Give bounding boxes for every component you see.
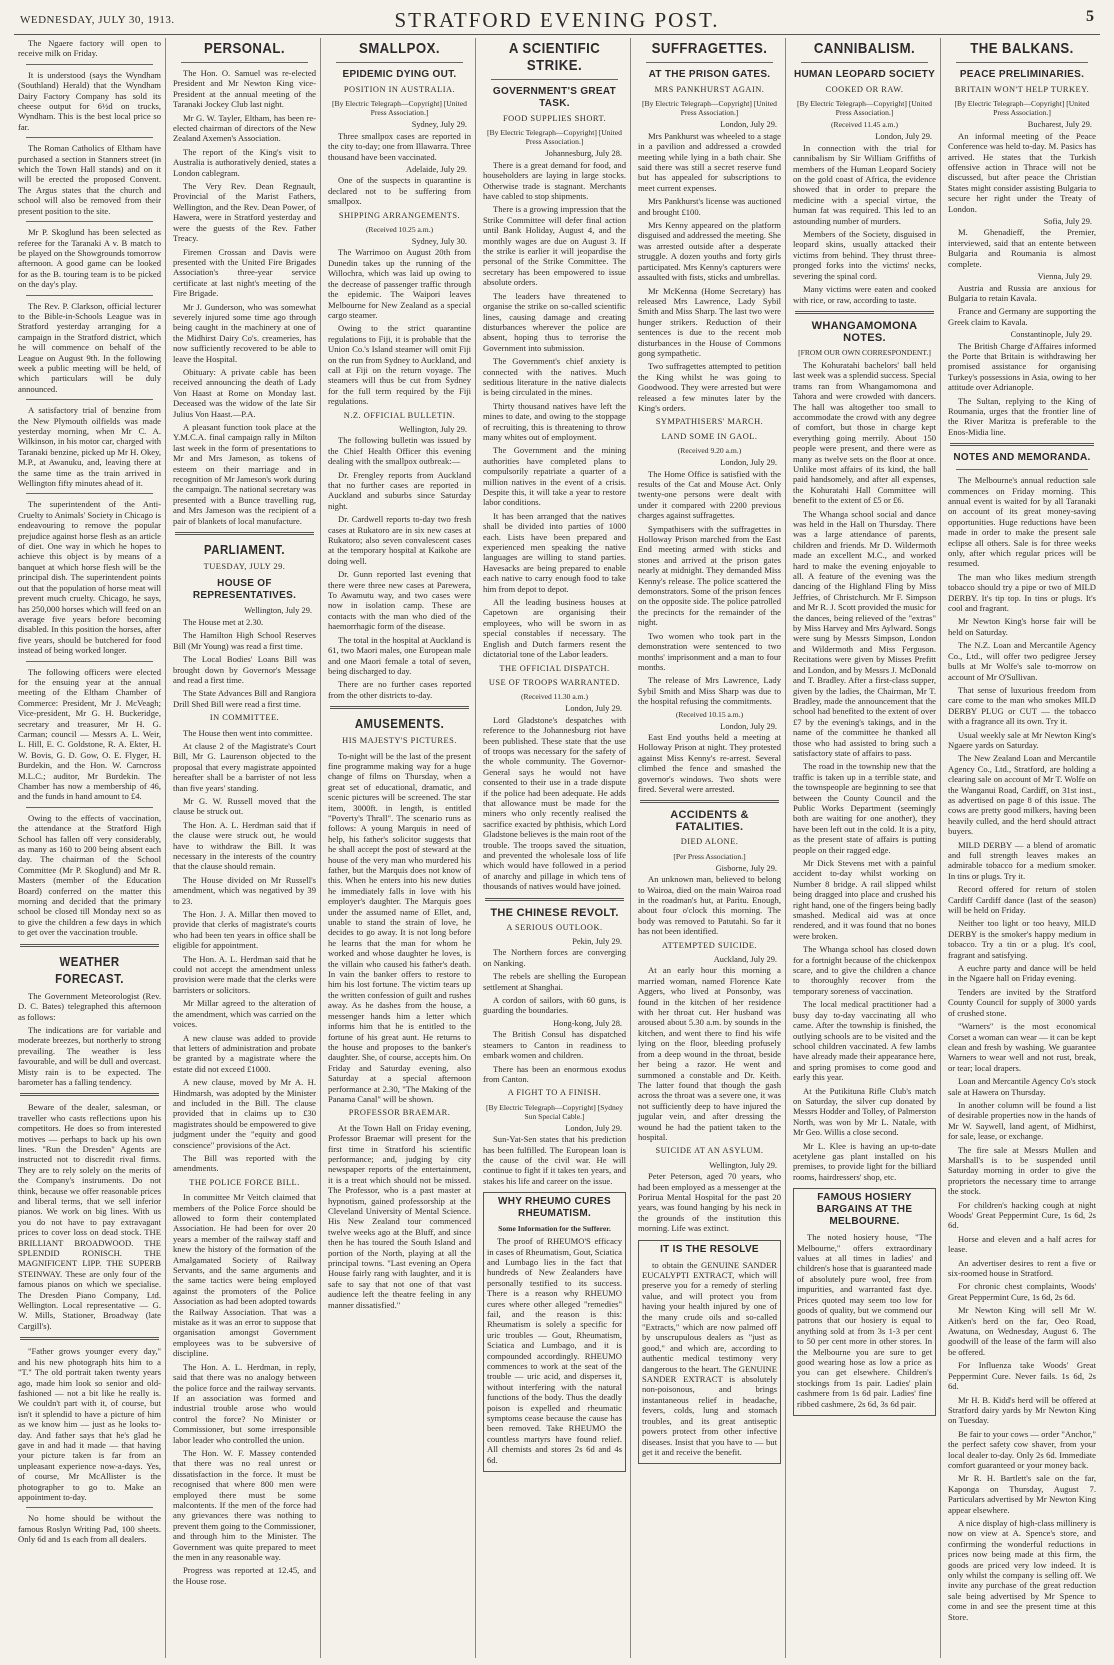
paragraph: Mrs Pankhurst was wheeled to a stage in a pavilion and addressed a crowded meeting while lying in a bath chair. She said there was still a secret reserve fund but has appealed for subscriptions to meet current expenses.: [638, 130, 781, 193]
paragraph: The Hon. A. L. Herdman said that he could not accept the amendment unless provision were made that the clerks were barristers or solicitors.: [173, 953, 316, 995]
dateline: Vienna, July 29.: [1037, 272, 1092, 282]
dateline: Adelaide, July 29.: [406, 165, 467, 175]
paragraph: At the Putikituna Rifle Club's match on Saturday, the silver cup donated by Messrs Hodder and Tolley, of Palmerston North, was won by Mr L. Natale, with Mr Geo. Willis a close second.: [793, 1085, 936, 1138]
paragraph: To-night will be the last of the present fine programme making way for a huge change of films on Thursday, when a great set of educational, dramatic, and scenic pictures will be screened. The star item, 3000ft. in length, is entitled "Poverty's Thrall". The scenario runs as follows: A young Marquis in need of help, his father's solicitor suggests that he shall accept the post of steward at the house of the very man who murdered his father, but the Marquis does not know of this. When he enters into his new duties he immediately falls in love with his employer's daughter. The Marquis goes under the assumed name of Ellet, and, unable to stand the strain of love, he decides to go away. It is not long before he learns that the man for whom he worked and whose daughter he loves, is the villain who caused his father's death. In vain the banker offers to restore to him his lost fortune. The victim tears up the written confession of guilt and rushes away. As he dashes from the house, a messenger hands him a letter which informs him that he is entitled to the fortune of his great aunt. He returns to the house and proposes to the banker's daughter. She, of course, accepts him. On Friday and Saturday evening, also Saturday at a special afternoon performance at 2.30, "The Making of the Panama Canal" will be shown.: [328, 750, 471, 1104]
received-time: (Received 11.45 a.m.): [831, 120, 898, 130]
paragraph: Mr Millar agreed to the alteration of the amendment, which was carried on the voices.: [173, 998, 316, 1030]
paragraph: Lord Gladstone's despatches with reference to the Johannesburg riot have been published. These state that the use of troops was necessary for the safety of the whole community. The Governor-General says he would not have consented to their use in a trade dispute if the police had been adequate. He adds that allowance must be made for the miners who only recently realised the sacrifice exacted by phthisis, which Lord Gladstone believes is the main root of the trouble. The troops saved the situation, and prevented the wholesale loss of life which would have followed in a period of anarchy and pillage in which tens of thousands of natives would have joined.: [483, 714, 626, 892]
paragraph: At the Town Hall on Friday evening, Professor Braemar will present for the first time in Stratford his scientific performance; and, judging by city newspaper reports of the entertainment, it is a treat which should not be missed. The Professor, who is a past master at hypnotism, gained professorship at the Cleveland University of Mental Science. His New Zealand tour commenced twelve weeks ago at the Bluff, and since then he has toured the South Island and portion of the North, playing at all the principal towns. "Last evening an Opera House fairly rang with laughter, and it is safe to say that not one of that vast audience left the theatre feeling in any manner dissatisfied.": [328, 1122, 471, 1310]
paragraph: The Sultan, replying to the King of Roumania, urges that the frontier line of the River Maritza is preferable to the Enos-Midia line.: [948, 395, 1096, 437]
subheading: USE OF TROOPS WARRANTED.: [488, 677, 621, 687]
paragraph: The New Zealand Loan and Mercantile Agency Co., Ltd., Stratford, are holding a clearing sale on account of Mr T. Wolfe on the Wanganui Road, Cardiff, on 31st inst., as advertised on page 8 of this issue. The cows are pretty good milkers, having been heavily culled, and the herd should attract buyers.: [948, 753, 1096, 837]
paragraph: Dr. Cardwell reports to-day two fresh cases at Rukatoro are in six new cases at Rukatoro; also seven convalescent cases at the temporary hospital at Kaikohe are doing well.: [328, 514, 471, 566]
dateline: London, July 29.: [720, 721, 777, 731]
section-heading-smallpox: SMALLPOX.: [359, 40, 440, 57]
paragraph: The Hon. A. L. Herdman said that if the clause were struck out, he would have to withdraw the Bill. It was necessary in the interests of the country that the clause should remain.: [173, 819, 316, 872]
paragraph: Austria and Russia are anxious for Bulgaria to retain Kavala.: [948, 282, 1096, 303]
ad-heading: FAMOUS HOSIERY BARGAINS AT THE MELBOURNE.: [816, 1192, 913, 1228]
paragraph: The fire sale at Messrs Mullen and Marshall's is to be suspended until Saturday morning in order to give the proprietors the necessary time to arrange the stock.: [948, 1144, 1096, 1197]
paragraph: The Warrimoo on August 20th from Dunedin takes up the running of the Willochra, which was laid up owing to the decrease of passenger traffic through the epidemic. The Waipori leaves Melbourne for New Zealand as a special cargo steamer.: [328, 247, 471, 320]
paragraph: Mr L. Klee is having an up-to-date acetylene gas plant installed on his premises, to provide light for the billiard rooms, hairdressers' shop, etc.: [793, 1140, 936, 1182]
dateline: Pekin, July 29.: [572, 937, 622, 947]
divider: [26, 399, 153, 400]
paragraph: The Hon. A. L. Herdman, in reply, said that there was no analogy between the police force and the railway servants. If an association was formed and industrial trouble arose who would control the force? No Minister or Commissioner, but some irresponsible labor leader who controlled the union.: [173, 1361, 316, 1445]
paragraph: The Home Office is satisfied with the results of the Cat and Mouse Act. Only twenty-one persons were dealt with under it compared with 2200 previous charges against suffragettes.: [638, 468, 781, 521]
section-heading-notes-memoranda: NOTES AND MEMORANDA.: [953, 452, 1091, 464]
paragraph: Mr J. Gunderson, who was somewhat severely injured some time ago through being caught in the machinery at one of the Midhirst Dairy Co's. creameries, has now sufficiently recovered to be able to leave the Hospital.: [173, 301, 316, 364]
divider: [646, 62, 773, 63]
paragraph: The Melbourne's annual reduction sale commences on Friday morning. This annual event is waited for by all Taranaki on account of its great money-saving opportunities. Huge reductions have been made in order to make the present sale eclipse all others. Sale is for three weeks only, after which regular prices will be resumed.: [948, 475, 1096, 569]
paragraph: In another column will be found a list of desirable properties now in the hands of Mr W. Saywell, land agent, of Midhirst, for sale, lease, or exchange.: [948, 1099, 1096, 1142]
dateline: Auckland, July 29.: [713, 955, 777, 965]
divider: [26, 64, 153, 65]
dateline: London, July 29.: [720, 458, 777, 468]
paragraph: There has been an enormous exodus from Canton.: [483, 1063, 626, 1084]
subheading: TUESDAY, JULY 29.: [203, 562, 286, 572]
paragraph: Usual weekly sale at Mr Newton King's Ngaere yards on Saturday.: [948, 729, 1096, 750]
paragraph: Be fair to your cows — order "Anchor," the perfect safety cow shaver, from your local dealer to-day. Only 2s 6d. Immediate comfort guaranteed or your money back.: [948, 1428, 1096, 1470]
paragraph: In committee Mr Veitch claimed that members of the Police Force should be allowed to form their contemplated Association. He had been for over 20 years a member of the railway staff and knew the history of the formation of the Amalgamated Society of Railway Servants, and the same arguments and the same tactics were being employed against the promoters of the Police Association as had been adopted towards the Railway Association. That was a mistake as it was an error to suppose that organisation amongst Government employees was to be subversive of discipline.: [173, 1192, 316, 1359]
divider: [330, 706, 469, 709]
paragraph: Sympathisers with the suffragettes in Holloway Prison marched from the East End meeting armed with sticks and stones and arrived at the prison gates nearly at midnight. They demanded Miss Kenny's release. The police scattered the demonstrators. Some of the prison fences on the opposite side. The police patrolled the precincts for the remainder of the night.: [638, 523, 781, 628]
subheading: AT THE PRISON GATES.: [648, 69, 771, 80]
paragraph: The Government and the mining authorities have completed plans to compulsorily repatriate a quarter of a million natives in the event of a crisis. Despite this, it will take a year to restore labor conditions.: [483, 445, 626, 508]
paragraph: The Government Meteorologist (Rev. D. C. Bates) telegraphed this afternoon as follows:: [18, 990, 161, 1022]
advertisement-writing-pad: No home should be without the famous Roslyn Writing Pad, 100 sheets. Only 6d and 1s each from all dealers.: [18, 1513, 161, 1545]
subheading: DIED ALONE.: [680, 837, 739, 847]
ad-subheading: Some Information for the Sufferer.: [498, 1224, 611, 1234]
paragraph: The Bill was reported with the amendments.: [173, 1152, 316, 1174]
paragraph: A cordon of sailors, with 60 guns, is guarding the boundaries.: [483, 995, 626, 1016]
subheading: HOUSE OF REPRESENTATIVES.: [192, 578, 297, 602]
paragraph: Dr. Gunn reported last evening that there were three new cases at Parewera, To Awamutu way, and two cases were now in isolation camp. These are contacts with the man who died of the haemorrhagic form of the disease.: [328, 569, 471, 632]
paragraph: The House met at 2.30.: [183, 616, 264, 627]
paragraph: The Ngaere factory will open to receive milk on Friday.: [18, 38, 161, 59]
subheading: PROFESSOR BRAEMAR.: [348, 1108, 451, 1118]
section-heading-parliament: PARLIAMENT.: [204, 542, 285, 558]
subheading: A FIGHT TO A FINISH.: [507, 1088, 602, 1098]
paragraph: Mr Newton King will sell Mr W. Aitken's herd on the far, Oeo Road, Awatuna, on Wednesday, August 6. The goodwill of the lease of the farm will also be offered.: [948, 1305, 1096, 1357]
divider: [26, 493, 153, 494]
paragraph: Mr P. Skoglund has been selected as referee for the Taranaki A v. B match to be played on the Showgrounds tomorrow afternoon. A good game can be looked for as the B. touring team is to be picked on the day's play.: [18, 227, 161, 290]
byline: [By Electric Telegraph—Copyright] [United Press Association.]: [642, 99, 777, 118]
paragraph: Peter Peterson, aged 70 years, who had been employed as a messenger at the Porirua Mental Hospital for the past 20 years, was found hanging by his neck in the grounds of the institution this morning. Life was extinct.: [638, 1171, 781, 1234]
paragraph: The release of Mrs Lawrence, Lady Sybil Smith and Miss Sharp was due to the hospital refusing the commitments.: [638, 675, 781, 707]
paragraph: The Hon. W. F. Massey contended that there was no real unrest or dissatisfaction in the force. It must be recognised that where 800 men were employed there must be some malcontents. If the men of the force had any grievances there was nothing to prevent them going to the Commissioner, and through him to the Minister. The Government was quite prepared to meet the men in any reasonable way.: [173, 1447, 316, 1562]
subheading: POSITION IN AUSTRALIA.: [343, 85, 456, 94]
advertisement-photographer: "Father grows younger every day," and his new photograph hits him to a "T." The old portrait taken twenty years ago, made him look so senior and old-fashioned — not a bit like he really is. We couldn't part with it, of course, but isn't it splendid to have a picture of him as we know him — just as he looks to-day. And father says that he's glad he gave in and had it made — that having your picture taken is far from an unpleasant experience now-a-days. Yes, of course, Mr McAllister is the photographer to go to. Make an appointment to-day.: [18, 1346, 161, 1502]
divider: [26, 295, 153, 296]
dateline: Sydney, July 30.: [411, 237, 467, 247]
news-columns: [14, 38, 1100, 1658]
divider: [956, 62, 1088, 63]
weather-forecast-heading: WEATHER FORECAST.: [55, 953, 124, 986]
divider: [20, 1337, 159, 1340]
byline: [By Electric Telegraph—Copyright] [United Press Association.]: [332, 99, 467, 118]
paragraph: The leaders have threatened to organise the strike on so-called scientific lines, causing damage and creating disturbances wherever the police are absent, hoping thus to terrorise the Government into submission.: [483, 290, 626, 353]
divider: [956, 469, 1088, 470]
masthead: [14, 6, 1100, 35]
paragraph: Three smallpox cases are reported in the city to-day; one from Illawarra. Three thousand have been vaccinated.: [328, 130, 471, 162]
subheading: HUMAN LEOPARD SOCIETY: [793, 69, 936, 80]
section-heading-personal: PERSONAL.: [204, 40, 285, 57]
divider: [26, 807, 153, 808]
column-5-suffragettes: [634, 38, 786, 1658]
subheading: LAND SOME IN GAOL.: [661, 431, 758, 441]
divider: [20, 944, 159, 947]
dateline: Sofia, July 29.: [1043, 217, 1092, 227]
paragraph: Owing to the effects of vaccination, the attendance at the Stratford High School has fallen off very considerably, as many as 160 to 200 being absent each day. The chairman of the School Committee (Mr P. Skoglund) and Mr R. Masters (member of the Education Board) conferred on the matter this morning and decided that the primary school be closed till Monday next so as to give the children a few days in which to get over the vaccination trouble.: [18, 812, 161, 938]
column-7-balkans: [944, 38, 1100, 1658]
byline: [By Electric Telegraph—Copyright] [Sydney Sun Special Cable.]: [485, 1102, 624, 1121]
paragraph: The House divided on Mr Russell's amendment, which was negatived by 39 to 23.: [173, 874, 316, 906]
paragraph: The Hon. J. A. Millar then moved to provide that clerks of magistrate's courts who had been ten years in office shall be eligible for appointment.: [173, 909, 316, 951]
ad-body: to obtain the GENUINE SANDER EUCALYPTI EXTRACT, which will preserve you for a remedy of sterling value, and will protect you from having your health injured by one of the many crude oils and so-called "Extracts," which are now palmed off by unscrupulous dealers as "just as good," and which are, according to authentic medical testimony very dangerous to the heart. The GENUINE SANDER EXTRACT is absolutely non-poisonous, and brings instantaneous relief in headache, fevers, colds, lung and stomach troubles, and its great antiseptic powers protect from other infective diseases. Insist that you have to — but get it and receive the benefit.: [642, 1259, 777, 1457]
paragraph: At clause 2 of the Magistrate's Court Bill, Mr G. Laurenson objected to the proposal that every magistrate appointed hereafter shall be a barrister of not less than five years' standing.: [173, 740, 316, 793]
paragraph: The British Consul has dispatched steamers to Canton in readiness to embark women and children.: [483, 1029, 626, 1061]
paragraph: East End youths held a meeting at Holloway Prison at night. They protested against Miss Kenny's re-arrest. Several climbed the fence and smashed the governor's windows. Two shots were fired. Several were arrested.: [638, 731, 781, 794]
paragraph: Mr G. W. Russell moved that the clause be struck out.: [173, 795, 316, 817]
ad-body: The noted hosiery house, "The Melbourne," offers extraordinary values at all times in ladies' and children's hose that is guaranteed made of absolutely pure wool, free from impurities, and warranted fast dye. Prices quoted may seem too low for goods of quality, but we commend our patrons that our hosiery is equal to anything sold at from 3s 1-3 per cent to 50 per cent more in other stores. In the Melbourne you are sure to get good wearing hose as low a price as you can get elsewhere. Children's stockings from 1s pair. Ladies' plain cashmere from 1s 6d pair. Ladies' fine ribbed cashmere, 2s 6d, 3s 6d pair.: [797, 1232, 932, 1409]
paragraph: The Local Bodies' Loans Bill was brought down by Governor's Message and read a first time.: [173, 654, 316, 685]
paragraph: Mr H. B. Kidd's herd will be offered at Stratford dairy yards by Mr Newton King on Tuesday.: [948, 1394, 1096, 1426]
paragraph: Dr. Frengley reports from Auckland that no further cases are reported in Auckland and suburbs since Saturday night.: [328, 469, 471, 511]
paragraph: The Hamilton High School Reserves Bill (Mr Young) was read a first time.: [173, 630, 316, 651]
subheading: ATTEMPTED SUICIDE.: [661, 940, 758, 950]
paragraph: The Roman Catholics of Eltham have purchased a section in Stanners street (in which the Town Hall stands) and on it will be erected the proposed Convent. The Argus states that the church and school will also be removed from their present position to the site.: [18, 143, 161, 216]
paragraph: The local medical practitioner had a busy day to-day vaccinating all who came. After the township is finished, the outlying schools are to be visited and the school children vaccinated. A few lambs have already made their appearance here, and spring promises to come good and early this year.: [793, 999, 936, 1083]
paragraph: An advertiser desires to rent a five or six-roomed house in Stratford.: [948, 1257, 1096, 1279]
subheading: IN COMMITTEE.: [209, 713, 280, 723]
paragraph: Thirty thousand natives have left the mines to date, and owing to the stoppage of recruiting, this is threatening to throw many whites out of employment.: [483, 400, 626, 442]
paragraph: The Northern forces are converging on Nanking.: [483, 947, 626, 968]
paragraph: The road in the township new that the traffic is taken up in a terrible state, and the townspeople are beginning to see that between the County Council and the Public Works Department (seemingly both are waiting for one another), they have been left out in the cold. It is a pity, as the present state of affairs is putting people on their ragged edge.: [793, 761, 936, 855]
paragraph: Obituary: A private cable has been received announcing the death of Lady Von Haast at Rome on Monday last. Deceased was the widow of the late Sir Julius Von Haast.—P.A.: [173, 366, 316, 419]
paragraph: "Warners" is the most economical Corset a woman can wear — it can be kept clean and fresh by washing. We guarantee Warners to wear well and not rust, break, or tear; local drapers.: [948, 1021, 1096, 1073]
column-6-cannibalism: [789, 38, 941, 1658]
paragraph: Loan and Mercantile Agency Co's stock sale at Hawera on Thursday.: [948, 1076, 1096, 1097]
paragraph: There is a growing impression that the Strike Committee will defer final action until Bank Holiday, August 4, and the monthly wages are due on August 3. If the strike is earlier it will jeopardise the personal of the Strike Committee. The secretary has been empowered to issue absolute orders.: [483, 204, 626, 288]
dateline: Wellington, July 29.: [244, 606, 312, 616]
byline: [By Electric Telegraph—Copyright] [United Press Association.]: [797, 99, 932, 118]
dateline: Wellington, July 29.: [709, 1160, 777, 1170]
dateline: Sydney, July 29.: [411, 120, 467, 130]
paragraph: The Whanga school social and dance was held in the Hall on Thursday. There was a large attendance of parents, children and friends. Mr D. Wildermoth made an excellent M.C., and worked hard to make the evening enjoyable to all. A feature of the evening was the dancing of the Highland Fling by Miss Jeffries, of Christchurch. Mr F. Simpson and Mr R. J. Scott provided the music for the dances, being relieved of the "extras" by Miss Harvey and Mrs Aylward. Songs were sung by Messrs Simpson, London and Wildermoth and Miss Ferguson. Recitations were given by Misses Prefitt and London, and by Messrs J. McDonald and T. Bradley. After a first-class supper, given by the ladies, the Chairman, Mr T. Bradley, made the announcement that the school had benefited to the extent of over £7 by the evening's takings, and in the name of the committee he thanked all those who had assisted to bring such a satisfactory state of affairs to pass.: [793, 508, 936, 758]
subheading: HIS MAJESTY'S PICTURES.: [342, 736, 457, 746]
divider: [795, 311, 934, 314]
advertisement-sander-extract: [638, 1240, 781, 1465]
subheading: THE OFFICIAL DISPATCH.: [499, 663, 610, 673]
subheading: SUICIDE AT AN ASYLUM.: [655, 1146, 764, 1156]
paragraph: Progress was reported at 12.45, and the House rose.: [173, 1565, 316, 1586]
divider: [950, 443, 1094, 446]
paragraph: MILD DERBY — a blend of aromatic and full strength leaves makes an admirable tobacco for a medium smoker. In tins or plugs. Try it.: [948, 839, 1096, 881]
dateline: Constantinople, July 29.: [1010, 330, 1092, 340]
paragraph: The man who likes medium strength tobacco should try a pipe or two of MILD DERBY. It's tip top. In tins or plugs. It's cool and fragrant.: [948, 571, 1096, 614]
paragraph: The N.Z. Loan and Mercantile Agency Co., Ltd., will offer two pedigree Jersey bulls at Mr Wolfe's sale to-morrow on account of Mr O'Sullivan.: [948, 640, 1096, 682]
paragraph: Mr R. H. Bartlett's sale on the far, Kaponga on Thursday, August 7. Particulars advertised by Mr Newton King appear elsewhere.: [948, 1473, 1096, 1515]
paragraph: Tenders are invited by the Stratford County Council for supply of 3000 yards of crushed stone.: [948, 986, 1096, 1018]
paragraph: All the leading business houses at Capetown are organising their employees, who will be sworn in as special constables if necessary. The English and Dutch farmers resent the dictatorial tone of the Labor leaders.: [483, 597, 626, 660]
paragraph: Members of the Society, disguised in leopard skins, usually attacked their victims from behind. They thrust three-pronged forks into the victims' necks, severing the spinal cord.: [793, 229, 936, 281]
paragraph: It is understood (says the Wyndham (Southland) Herald) that the Wyndham Dairy Factory Company has sold its cheese output for 6½d on trucks, Wyndham. This is the best local price so far.: [18, 69, 161, 132]
paragraph: A euchre party and dance will be held in the Ngaere hall on Friday evening.: [948, 963, 1096, 984]
subheading: FOOD SUPPLIES SHORT.: [502, 114, 607, 123]
section-heading-whangamomona: WHANGAMOMONA NOTES.: [811, 319, 918, 344]
paragraph: At an early hour this morning a married woman, named Florence Kate Aggers, who lived at Ponsonby, was found in the kitchen of her residence with her throat cut. Her husband was aroused about 5.30 a.m. by sounds in the kitchen, and went there to find his wife lying on the floor, bleeding profusely from a deep wound in the throat, beside her being a razor. He went and summoned a constable and Dr. Keith. The latter found that though the gash across the throat was a severe one, it was not sufficiently deep to have injured the jugular vein, and after dressing the wound he had the patient taken to the hospital.: [638, 965, 781, 1142]
byline: [By Electric Telegraph—Copyright] [United Press Association.]: [954, 99, 1090, 118]
dateline: London, July 29.: [565, 1123, 622, 1133]
subheading: THE POLICE FORCE BILL.: [189, 1177, 300, 1187]
divider: [26, 661, 153, 662]
byline: [Per Press Association.]: [673, 851, 746, 861]
paragraph: The report of the King's visit to Australia is authoratively denied, states a London cablegram.: [173, 146, 316, 178]
ad-heading: WHY RHEUMO CURES RHEUMATISM.: [498, 1196, 611, 1220]
dateline: London, July 29.: [720, 120, 777, 130]
newspaper-title: STRATFORD EVENING POST.: [394, 8, 720, 32]
column-2-personal-parliament: [169, 38, 321, 1658]
divider: [336, 62, 463, 63]
section-heading-scientific-strike: A SCIENTIFIC STRIKE.: [508, 40, 601, 74]
section-heading-suffragettes: SUFFRAGETTES.: [651, 40, 768, 57]
divider: [26, 1507, 153, 1508]
paragraph: Firemen Crossan and Davis were presented with the United Fire Brigades Association's three-year service certificate at last night's meeting of the Fire Brigade.: [173, 246, 316, 299]
ad-heading: IT IS THE RESOLVE: [660, 1243, 759, 1255]
subheading: COOKED OR RAW.: [825, 85, 904, 94]
paragraph: The following bulletin was issued by the Chief Health Officer this evening dealing with the smallpox outbreak:—: [328, 435, 471, 467]
paragraph: One of the suspects in quarantine is declared not to be suffering from smallpox.: [328, 175, 471, 207]
advertisement-rheumo: [483, 1192, 626, 1472]
paragraph: An unknown man, believed to belong to Wairoa, died on the main Wairoa road in the roadman's hut, at Paritu. Enough, about four o'clock this morning. The body was removed to Patutahi. So far it has not been identified.: [638, 874, 781, 937]
paragraph: The British Charge d'Affaires informed the Porte that Britain is withdrawing her promised assistance for organising Turkey's possessions in Asia, owing to her attitude over Adrianople.: [948, 340, 1096, 393]
subheading: SYMPATHISERS' MARCH.: [655, 417, 764, 427]
paragraph: The rebels are shelling the European settlement at Shanghai.: [483, 971, 626, 992]
paragraph: Mrs Kenny appeared on the platform disguised and addressed the meeting. She was arrested outside after a desperate struggle. A dozen youths and forty girls participated. Mrs Kenny's capturers were assaulted with fists, sticks and umbrellas.: [638, 220, 781, 283]
subheading: EPIDEMIC DYING OUT.: [342, 69, 457, 80]
received-time: (Received 10.15 a.m.): [675, 709, 744, 719]
advertisement-dresden-piano: Beware of the dealer, salesman, or traveller who casts reflections upon his competitors. He does so from interested motives — perhaps to back up his own lines. "Run the Dresden" Agents are instructed not to discredit rival firms. They are to rely solely on the merits of the Company's instruments. Do not think, because we offer reasonable prices and liberal terms, that we sell inferior pianos. We work on big lines. With us you do not have to pay extravagant prices to cover loss on dead stock. THE BRILLIANT BROADWOOD. THE SPLENDID RONISCH. THE MAGNIFICENT LIPP. THE SUPERB STEINWAY. These are only four of the famous pianos on which we specialise. The Dresden Piano Company, Ltd. Wellington. Local representative — G. W. Mills, Stationer, Broadway (late Cargill's).: [18, 1102, 161, 1331]
paragraph: A satisfactory trial of benzine from the New Plymouth oilfields was made yesterday morning, when Mr C. A. Wilkinson, in his motor car, charged with Taranaki benzine, picked up Mr H. Okey, M.P., at Awanuku, and, leaving there at the same time as the train arrived in Wellington fifty minutes ahead of it.: [18, 405, 161, 489]
paragraph: The Very Rev. Dean Regnault, Provincial of the Marist Fathers, Wellington, and the Rev. Dean Power, of Hawera, were in Stratford yesterday and were the guests of the Rev. Father Treacy.: [173, 181, 316, 244]
paragraph: Mr Dick Stevens met with a painful accident to-day whilst working on Number 8 bridge. A rail slipped whilst being dragged into place and crushed his right hand, one of the fingers being badly smashed. Medical aid was at once rendered, and it was found that no bones were broken.: [793, 858, 936, 941]
section-heading-balkans: THE BALKANS.: [970, 40, 1074, 57]
divider: [640, 800, 779, 803]
paragraph: France and Germany are supporting the Greek claim to Kavala.: [948, 306, 1096, 327]
paragraph: Mr G. W. Tayler, Eltham, has been re-elected chairman of directors of the New Zealand Axemen's Association.: [173, 112, 316, 144]
paragraph: The indications are for variable and moderate breezes, but northerly to strong prevailing. The weather is less favourable, and will be dull and overcast. Misty rain is to be expected. The barometer has a falling tendency.: [18, 1024, 161, 1087]
byline: [FROM OUR OWN CORRESPONDENT.]: [798, 347, 931, 357]
column-3-smallpox: [324, 38, 476, 1658]
paragraph: Mr McKenna (Home Secretary) has released Mrs Lawrence, Lady Sybil Smith and Miss Sharp. The last two were hunger strikers. Reduction of their sentences is due to the recent mob disturbances in the House of Commons gong sympathetic.: [638, 285, 781, 358]
paragraph: M. Ghenadieff, the Premier, interviewed, said that an entente between Bulgaria and Roumania is almost complete.: [948, 227, 1096, 269]
paragraph: Two women who took part in the demonstration were sentenced to two months' imprisonment and a man to four months.: [638, 630, 781, 672]
paragraph: For Influenza take Woods' Great Peppermint Cure. Never fails. 1s 6d, 2s 6d.: [948, 1360, 1096, 1392]
paragraph: The Rev. P. Clarkson, official lecturer to the Bible-in-Schools League was in Stratford yesterday arranging for a campaign in the Stratford district, which he will commence on behalf of the League on August 9th. In the following week a public meeting will be held, of which particulars will be duly announced.: [18, 300, 161, 394]
dateline: London, July 29.: [565, 704, 622, 714]
paragraph: A nice display of high-class millinery is now on view at A. Spence's store, and confirming the wonderful reductions in prices now being made at this firm, the goods are priced very low indeed. It is only whilst the company is selling off. We invite any purchase of the great reduction sale being advertised by Mr Spence to come in and see the present time at this Store.: [948, 1517, 1096, 1622]
paragraph: The House then went into committee.: [183, 727, 313, 738]
dateline: London, July 29.: [875, 132, 932, 142]
subheading: MRS PANKHURST AGAIN.: [654, 85, 765, 94]
paragraph: A new clause was added to provide that letters of administration and probate be granted by a magistrate where the estate did not exceed £1000.: [173, 1032, 316, 1074]
paragraph: Record offered for return of stolen Cardiff Cardiff dance (last of the season) will be held on Friday.: [948, 884, 1096, 916]
paragraph: For children's hacking cough at night Woods' Great Peppermint Cure, 1s 6d, 2s 6d.: [948, 1199, 1096, 1231]
received-time: (Received 10.25 a.m.): [365, 225, 434, 235]
paragraph: Neither too light or too heavy, MILD DERBY is the smoker's happy medium in tobacco. Try a tin or a plug. It's cool, fragrant and satisfying.: [948, 918, 1096, 960]
dateline: Gisborne, July 29.: [715, 863, 777, 873]
paragraph: In connection with the trial for cannibalism by Sir William Griffiths of members of the Human Leopard Society on the gold coast of Africa, the evidence showed that in order to prepare the medicine with a special virtue, the human fat was required. This led to an astounding number of murders.: [793, 142, 936, 226]
section-heading-accidents: ACCIDENTS & FATALITIES.: [670, 809, 749, 834]
divider: [485, 898, 624, 901]
dateline: Wellington, July 29.: [399, 424, 467, 434]
received-time: (Received 9.20 a.m.): [677, 446, 742, 456]
divider: [20, 1093, 159, 1096]
issue-date: WEDNESDAY, JULY 30, 1913.: [20, 14, 175, 26]
paragraph: Two suffragettes attempted to petition the King whilst he was going to Goodwood. They were arrested but were released a few minutes later by the King's orders.: [638, 361, 781, 413]
subheading: BRITAIN WON'T HELP TURKEY.: [954, 85, 1090, 94]
divider: [491, 79, 618, 80]
divider: [175, 532, 314, 535]
section-heading-cannibalism: CANNIBALISM.: [813, 40, 916, 57]
paragraph: That sense of luxurious freedom from care come to the man who smokes MILD DERBY PLUG or CUT — the tobacco with a fragrance all its own. Try it.: [948, 684, 1096, 727]
paragraph: There is a great demand for food, and householders are laying in large stocks. Otherwise trade is stagnant. Merchants have cabled to stop shipments.: [483, 159, 626, 202]
dateline: Hong-kong, July 28.: [553, 1018, 622, 1028]
section-heading-amusements: AMUSEMENTS.: [354, 716, 445, 732]
paragraph: Mr Newton King's horse fair will be held on Saturday.: [948, 616, 1096, 637]
byline: [By Electric Telegraph—Copyright] [United Press Association.]: [487, 128, 622, 147]
paragraph: A new clause, moved by Mr A. H. Hindmarsh, was adopted by the Minister and included in the Bill. The clause provided that in claims up to £30 magistrates should be empowered to give judgment under the "equity and good conscience" provisions of the Act.: [173, 1077, 316, 1150]
subheading: N.Z. OFFICIAL BULLETIN.: [343, 410, 456, 420]
page-number: 5: [1086, 8, 1094, 25]
subheading: SHIPPING ARRANGEMENTS.: [338, 210, 461, 220]
ad-body: The proof of RHEUMO'S efficacy in cases of Rheumatism, Gout, Sciatica and Lumbago lies in the fact that hundreds of New Zealanders have personally testified to its success. There is a reason why RHEUMO cures where other alleged "remedies" fail, and the reason is this: Rheumatism is solely a specific for uric troubles — Gout, Rheumatism, Sciatica and Lumbago, and it is compounded accordingly. RHEUMO commences to work at the seat of the trouble — uric acid, and disperses it, without interfering with the natural functions of the body. Thus the deadly poison is expelled and rheumatic symptoms cease because the cause has been removed. Take RHEUMO the countless martyrs have found relief. All chemists and stores 2s 6d and 4s 6d.: [487, 1236, 622, 1465]
divider: [181, 62, 308, 63]
subheading: A SERIOUS OUTLOOK.: [506, 922, 603, 932]
paragraph: There are no further cases reported from the other districts to-day.: [328, 679, 471, 700]
paragraph: Horse and eleven and a half acres for lease.: [948, 1233, 1096, 1255]
paragraph: Mrs Pankhurst's license was auctioned and brought £100.: [638, 196, 781, 217]
divider: [801, 62, 928, 63]
received-time: (Received 11.30 a.m.): [521, 692, 588, 702]
column-4-strike: [479, 38, 631, 1658]
paragraph: The Kohuratahi bachelors' ball held last week was a splendid success. Special trams ran from Whangamomona and Tahora and were crowded with dancers. The hall was altogether too small to accommodate the crowd with any degree of comfort, but those in charge kept everything going merrily. About 150 people were present, and there were as many as twelve sets on the floor at once. Unlike most affairs of its kind, the ball paid handsomely, and after all expenses, the Kohuratahi Hall Committee will benefit to the extent of £5 or £6.: [793, 359, 936, 506]
paragraph: The superintendent of the Anti-Cruelty to Animals' Society in Chicago is endeavouring to remove the popular prejudice against horse flesh as an article of diet. One way in which he hopes to achieve this object is by means of a banquet at which horse flesh will be the principal dish. The superintendent points out that the population of horse meat will prevent much cruelty. Chicago, he says, has 250,000 horses which will feed on an average five years before becoming disabled. In this position the horses, after five years, should be butchered for food instead of being worked longer.: [18, 499, 161, 656]
paragraph: It has been arranged that the natives shall be divided into parties of 1000 each. Lists have been prepared and experienced men speaking the native languages are willing to stand parties. Havesacks are being prepared to enable each native to carry enough food to take him from depot to depot.: [483, 510, 626, 594]
paragraph: For chronic chest complaints, Woods' Great Peppermint Cure, 1s 6d, 2s 6d.: [948, 1281, 1096, 1302]
paragraph: The following officers were elected for the ensuing year at the annual meeting of the Eltham Chamber of Commerce: President, Mr J. McVeagh; Vice-president, Mr G. H. Buckeridge, secretary and treasurer, Mr H. G. Carman; council — Messrs A. L. Weir, L. Hill, E. C. Goldstone, R. A. Ekter, H. W. Bovis, G. D. Gow, O. E. Flyger, H. Burdekin, and the Hon. W. Carncross M.L.C.; auditor, Mr Burdekin. The Chamber has now a membership of 46, and the funds in hand amount to £4.: [18, 666, 161, 802]
paragraph: The Whanga school has closed down for a fortnight because of the chickenpox scare, and to give the children a chance to thoroughly recover from the temporary soreness of vaccination.: [793, 944, 936, 996]
advertisement-melbourne-hosiery: [793, 1188, 936, 1416]
paragraph: A pleasant function took place at the Y.M.C.A. final campaign rally in Milton last week in the form of presentations to Mr and Mrs Jameson, as tokens of esteem on their marriage and in recognition of Mr Jameson's work during the campaign. The national secretary was presented with a Bunce travelling rug, and Mrs Jameson was the recipient of a pair of blankets of local manufacture.: [173, 422, 316, 526]
subheading: PEACE PRELIMINARIES.: [959, 69, 1085, 80]
dateline: Bucharest, July 29.: [1027, 120, 1092, 130]
paragraph: The State Advances Bill and Rangiora Drill Shed Bill were read a first time.: [173, 688, 316, 709]
paragraph: An informal meeting of the Peace Conference was held to-day. M. Pasics has arrived. He states that the Turkish offensive action in Thrace will not be discussed, but after peace the Christian States might consider assisting Bulgaria to secure her right under the Treaty of London.: [948, 130, 1096, 214]
subheading: THE CHINESE REVOLT.: [490, 906, 619, 919]
paragraph: The Hon. O. Samuel was re-elected President and Mr Newton King vice-President at the annual meeting of the Taranaki Jockey Club last night.: [173, 68, 316, 110]
paragraph: The total in the hospital at Auckland is 61, two Maori males, one European male and one Maori female a total of seven, being discharged to day.: [328, 634, 471, 676]
dateline: Johannesburg, July 28.: [545, 149, 622, 159]
paragraph: Owing to the strict quarantine regulations to Fiji, it is probable that the Union Co.'s Island steamer will omit Fiji on the run from Sydney to Auckland, and call at Fiji on the return voyage. The steamers will thus be cut from Sydney for the full term required by the Fiji regulations.: [328, 323, 471, 407]
divider: [26, 221, 153, 222]
paragraph: Many victims were eaten and cooked with rice, or raw, according to taste.: [793, 284, 936, 305]
subheading: GOVERNMENT'S GREAT TASK.: [492, 86, 617, 109]
paragraph: The Government's chief anxiety is connected with the natives. Much seditious literature in the native dialects is being circulated in the mines.: [483, 356, 626, 398]
divider: [26, 137, 153, 138]
column-1-local-news: [14, 38, 166, 1658]
paragraph: Sun-Yat-Sen states that his prediction has been fulfilled. The European loan is the cause of the civil war. He will continue to fight if it takes ten years, and stakes his life and career on the issue.: [483, 1134, 626, 1186]
